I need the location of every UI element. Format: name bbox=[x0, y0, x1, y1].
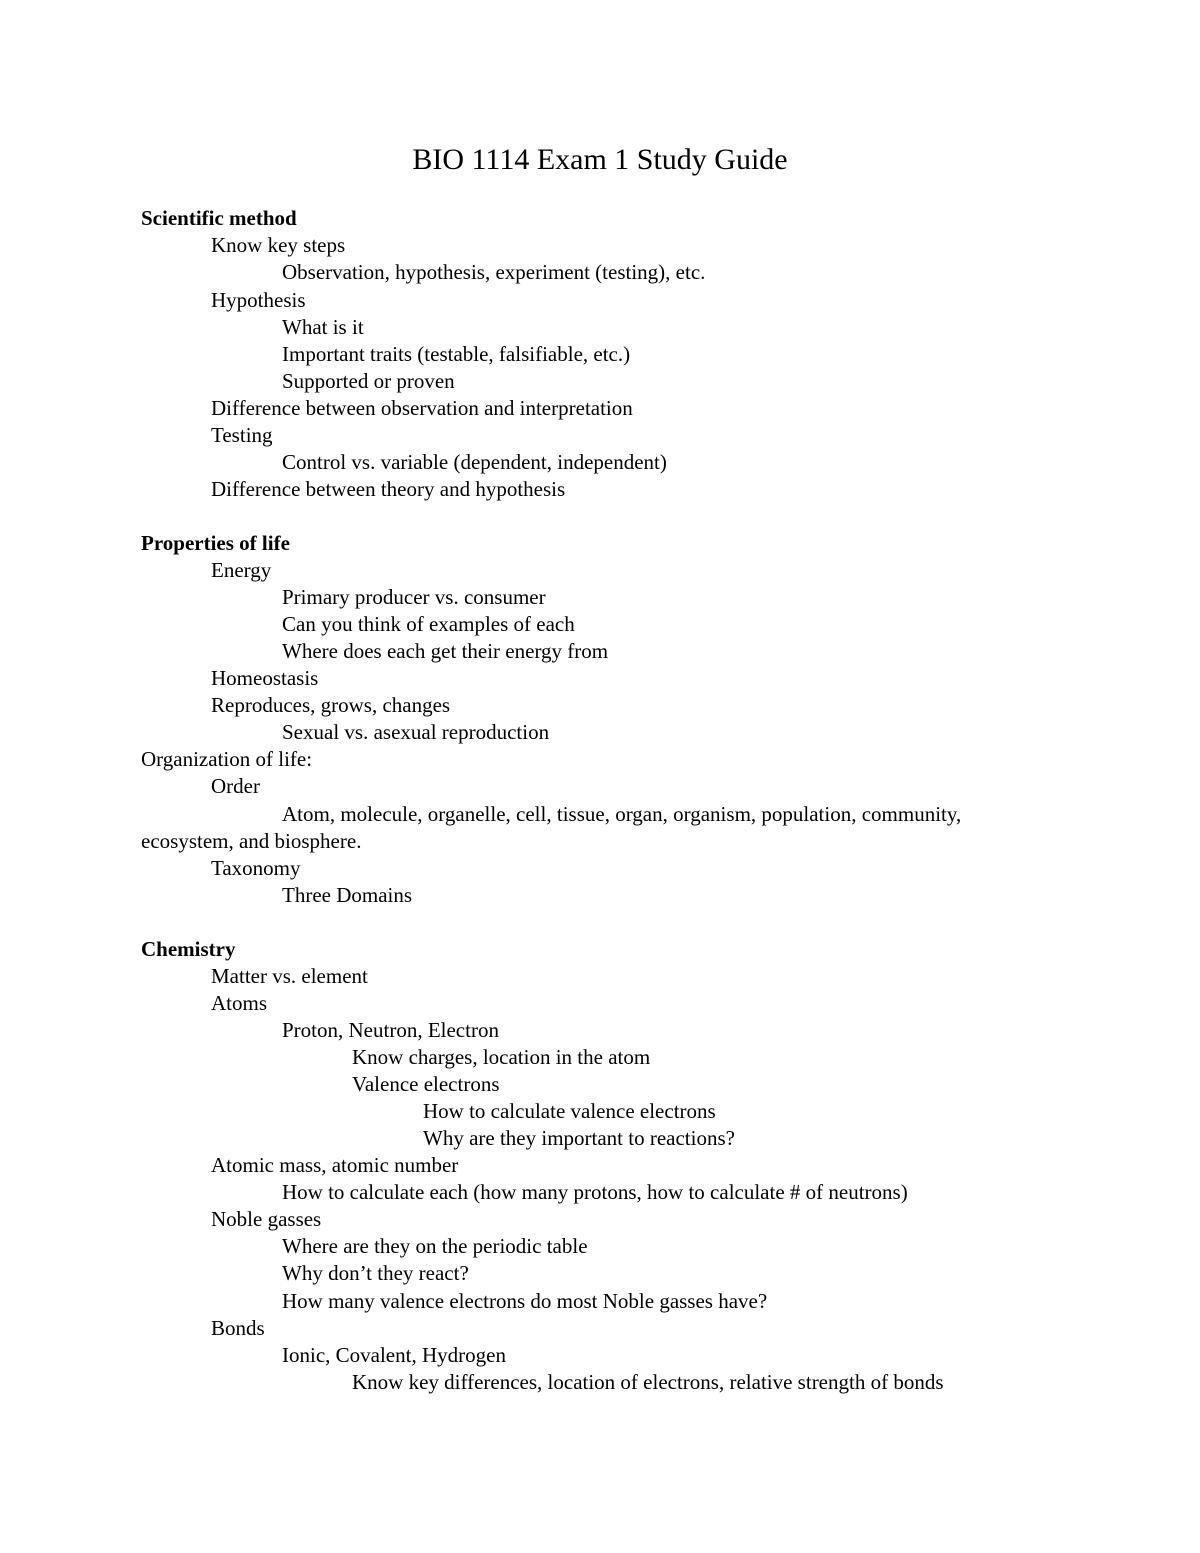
outline-item: Where does each get their energy from bbox=[282, 639, 609, 663]
outline-item: Difference between observation and interpretation bbox=[211, 396, 633, 420]
outline-item: How many valence electrons do most Noble gasses have? bbox=[282, 1289, 768, 1313]
outline-item: Observation, hypothesis, experiment (testing), etc. bbox=[282, 260, 706, 284]
outline-item: Important traits (testable, falsifiable, etc.) bbox=[282, 342, 631, 366]
outline-item: Reproduces, grows, changes bbox=[211, 693, 451, 717]
section-heading-properties-of-life: Properties of life bbox=[141, 531, 290, 555]
outline-item: Order bbox=[211, 774, 260, 798]
outline-item: Why don’t they react? bbox=[282, 1261, 469, 1285]
outline-item: Atomic mass, atomic number bbox=[211, 1153, 459, 1177]
outline-item: Control vs. variable (dependent, independent) bbox=[282, 450, 667, 474]
outline-item: Organization of life: bbox=[141, 747, 313, 771]
outline-item: Bonds bbox=[211, 1316, 265, 1340]
outline-item: How to calculate each (how many protons, how to calculate # of neutrons) bbox=[282, 1180, 908, 1204]
outline-item: Sexual vs. asexual reproduction bbox=[282, 720, 550, 744]
outline-item: ecosystem, and biosphere. bbox=[141, 829, 362, 853]
section-heading-scientific-method: Scientific method bbox=[141, 206, 297, 230]
outline-item: Matter vs. element bbox=[211, 964, 368, 988]
page-title: BIO 1114 Exam 1 Study Guide bbox=[412, 143, 788, 176]
section-heading-chemistry: Chemistry bbox=[141, 937, 236, 961]
outline-item: Can you think of examples of each bbox=[282, 612, 575, 636]
outline-item: Know key differences, location of electrons, relative strength of bonds bbox=[352, 1370, 944, 1394]
outline-item: Where are they on the periodic table bbox=[282, 1234, 588, 1258]
outline-item: Difference between theory and hypothesis bbox=[211, 477, 566, 501]
outline-item: Hypothesis bbox=[211, 288, 306, 312]
outline-item: Proton, Neutron, Electron bbox=[282, 1018, 499, 1042]
outline-item: What is it bbox=[282, 315, 364, 339]
outline-item: Noble gasses bbox=[211, 1207, 322, 1231]
outline-item: Atoms bbox=[211, 991, 268, 1015]
outline-item: Three Domains bbox=[282, 883, 413, 907]
outline-item: Testing bbox=[211, 423, 273, 447]
outline-item: Know charges, location in the atom bbox=[352, 1045, 651, 1069]
outline-item: Know key steps bbox=[211, 233, 346, 257]
outline-item: Primary producer vs. consumer bbox=[282, 585, 546, 609]
outline-item: Why are they important to reactions? bbox=[423, 1126, 735, 1150]
outline-item: Homeostasis bbox=[211, 666, 319, 690]
outline-item: How to calculate valence electrons bbox=[423, 1099, 716, 1123]
outline-item: Energy bbox=[211, 558, 272, 582]
outline-item: Supported or proven bbox=[282, 369, 455, 393]
outline-item: Valence electrons bbox=[352, 1072, 500, 1096]
outline-item: Ionic, Covalent, Hydrogen bbox=[282, 1343, 506, 1367]
outline-item: Taxonomy bbox=[211, 856, 301, 880]
outline-item: Atom, molecule, organelle, cell, tissue, organ, organism, population, community, bbox=[282, 802, 962, 826]
